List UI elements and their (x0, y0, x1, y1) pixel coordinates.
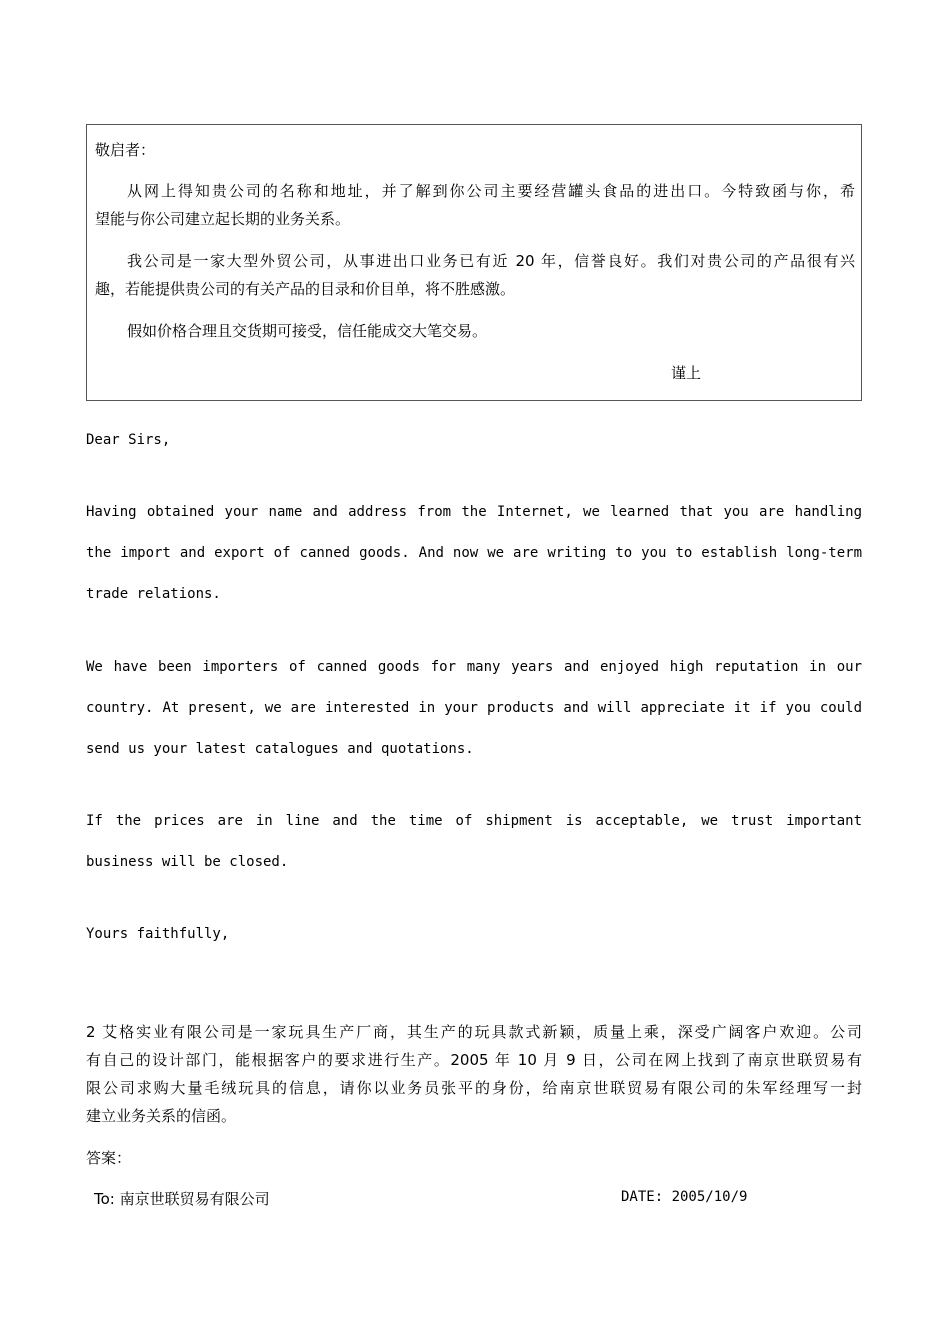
en-p1-line1: Having obtained your name and address from the Internet, we learned that you are handling (86, 504, 862, 520)
en-p2-line2: country. At present, we are interested in your products and will appreciate it if you could (86, 700, 862, 716)
task2-line1: 2 艾格实业有限公司是一家玩具生产厂商，其生产的玩具款式新颖，质量上乘，深受广阔客户欢迎。公司 (86, 1023, 862, 1041)
cn-p1-line2: 望能与你公司建立起长期的业务关系。 (95, 210, 351, 228)
to-line: To: 南京世联贸易有限公司 (94, 1190, 270, 1208)
chinese-letter-box (86, 124, 862, 401)
en-p3-line1: If the prices are in line and the time of shipment is acceptable, we trust important (86, 813, 862, 829)
task2-line2: 有自己的设计部门，能根据客户的要求进行生产。2005 年 10 月 9 日，公司在网上找到了南京世联贸易有 (86, 1051, 862, 1069)
date-line: DATE: 2005/10/9 (621, 1189, 748, 1205)
en-p1-line3: trade relations. (86, 586, 221, 602)
task2-line4: 建立业务关系的信函。 (86, 1107, 237, 1125)
answer-label: 答案： (86, 1149, 132, 1167)
cn-p2-line2: 趣，若能提供贵公司的有关产品的目录和价目单，将不胜感激。 (95, 280, 516, 298)
cn-closing: 谨上 (671, 364, 702, 382)
cn-p3-line1: 假如价格合理且交货期可接受，信任能成交大笔交易。 (127, 322, 488, 340)
en-p2-line1: We have been importers of canned goods for many years and enjoyed high reputation in our (86, 659, 862, 675)
en-closing: Yours faithfully, (86, 926, 230, 942)
cn-p1-line1: 从网上得知贵公司的名称和地址，并了解到你公司主要经营罐头食品的进出口。今特致函与你，希 (127, 182, 855, 200)
cn-greeting: 敬启者： (95, 141, 156, 159)
en-salutation: Dear Sirs, (86, 432, 171, 448)
en-p2-line3: send us your latest catalogues and quotations. (86, 741, 474, 757)
en-p1-line2: the import and export of canned goods. And now we are writing to you to establish long-term (86, 545, 862, 561)
en-p3-line2: business will be closed. (86, 854, 289, 870)
cn-p2-line1: 我公司是一家大型外贸公司，从事进出口业务已有近 20 年，信誉良好。我们对贵公司的产品很有兴 (127, 252, 855, 270)
task2-line3: 限公司求购大量毛绒玩具的信息，请你以业务员张平的身份，给南京世联贸易有限公司的朱军经理写一封 (86, 1079, 862, 1097)
